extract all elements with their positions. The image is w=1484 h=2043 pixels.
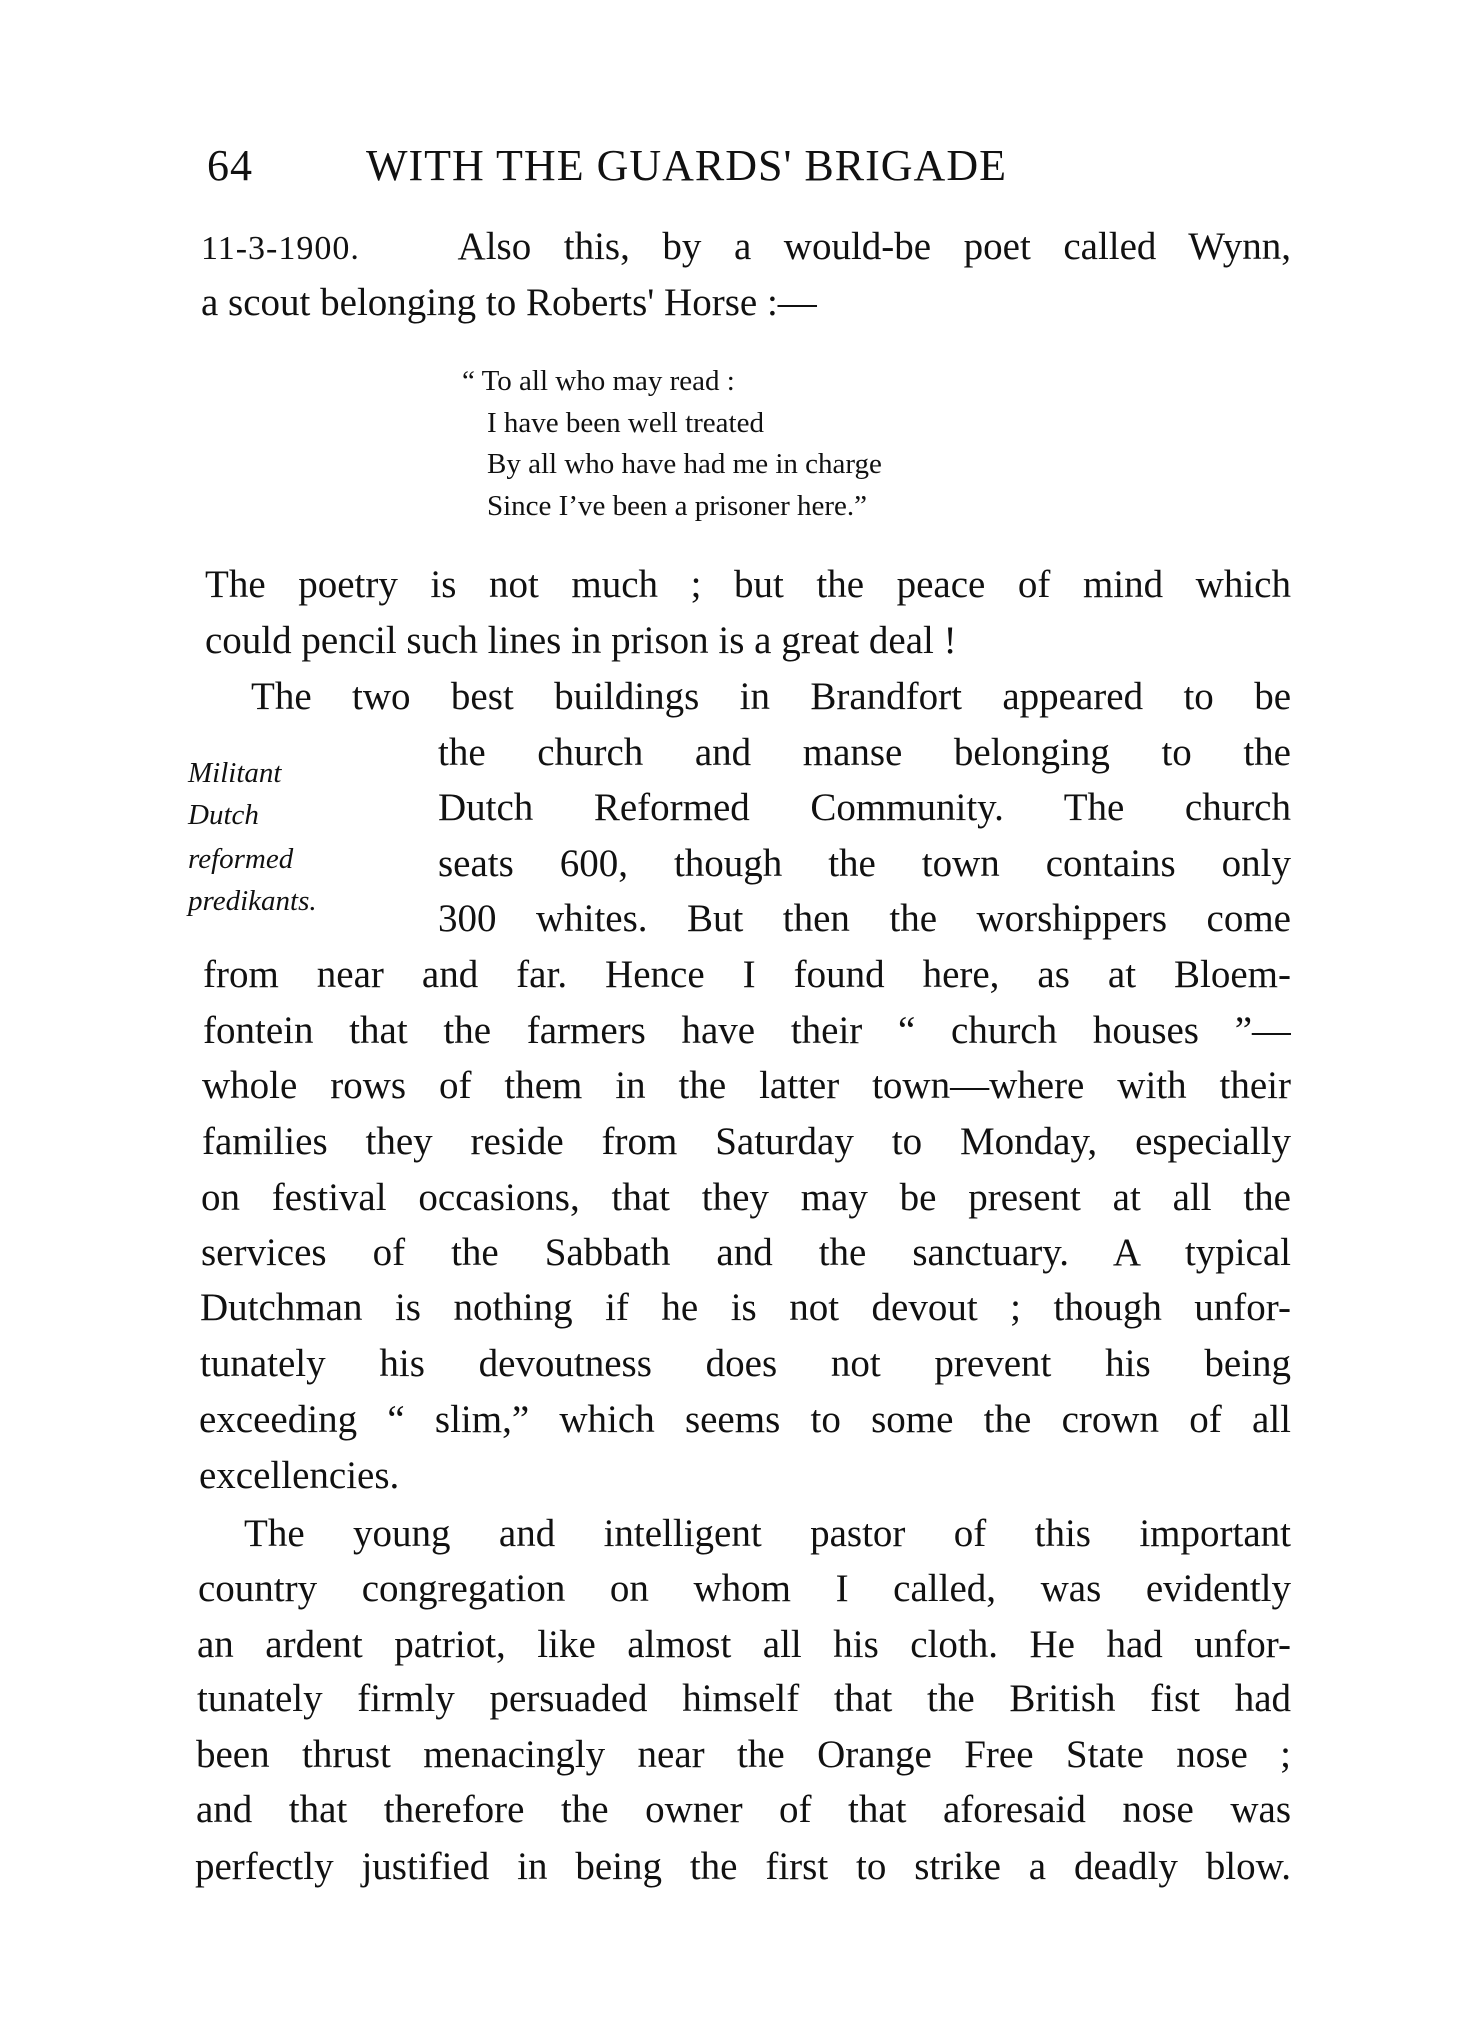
page-number: 64 — [207, 141, 253, 190]
body-line: The young and intelligent pastor of this important — [244, 1512, 1291, 1555]
body-line: The poetry is not much ; but the peace of mind which — [205, 563, 1291, 606]
sidenote-line: predikants. — [188, 885, 317, 917]
date-marginal: 11-3-1900. — [201, 230, 360, 267]
intro-line: a scout belonging to Roberts' Horse :— — [201, 281, 817, 324]
body-line: fontein that the farmers have their “ church houses ”— — [203, 1009, 1291, 1052]
intro-line — [201, 219, 1291, 275]
body-line: Dutchman is nothing if he is not devout ; though unfor- — [200, 1286, 1291, 1329]
sidenote-line: reformed — [188, 843, 294, 875]
body-line: could pencil such lines in prison is a great deal ! — [205, 619, 957, 662]
body-line: exceeding “ slim,” which seems to some the crown of all — [199, 1398, 1291, 1441]
poem-line: I have been well treated — [487, 407, 764, 439]
body-line: tunately his devoutness does not prevent his being — [200, 1342, 1291, 1385]
body-line: on festival occasions, that they may be present at all the — [201, 1176, 1291, 1219]
body-line: whole rows of them in the latter town—where with their — [202, 1064, 1291, 1107]
sidenote-line: Dutch — [188, 799, 259, 831]
body-line: country congregation on whom I called, was evidently — [198, 1567, 1291, 1610]
body-line: and that therefore the owner of that aforesaid nose was — [196, 1788, 1291, 1831]
poem-line: Since I’ve been a prisoner here.” — [487, 490, 868, 522]
body-line: families they reside from Saturday to Monday, especially — [202, 1120, 1291, 1163]
body-line: Dutch Reformed Community. The church — [438, 786, 1291, 829]
body-line: 300 whites. But then the worshippers come — [438, 897, 1291, 940]
body-line: an ardent patriot, like almost all his cloth. He had unfor- — [197, 1623, 1291, 1666]
body-line: from near and far. Hence I found here, as at Bloem- — [203, 953, 1291, 996]
intro-text: Also this, by a would-be poet called Wynn, — [457, 225, 1291, 268]
poem-line: “ To all who may read : — [462, 365, 735, 397]
body-line: excellencies. — [199, 1454, 400, 1497]
body-line: tunately firmly persuaded himself that the British fist had — [197, 1677, 1291, 1720]
body-line: services of the Sabbath and the sanctuary. A typical — [201, 1231, 1291, 1274]
body-line: been thrust menacingly near the Orange Free State nose ; — [196, 1733, 1291, 1776]
body-line: the church and manse belonging to the — [438, 731, 1291, 774]
sidenote-line: Militant — [188, 757, 282, 789]
poem-line: By all who have had me in charge — [487, 448, 882, 480]
running-title: WITH THE GUARDS' BRIGADE — [366, 141, 1007, 190]
body-line: perfectly justified in being the first to strike a deadly blow. — [195, 1845, 1291, 1888]
body-line: The two best buildings in Brandfort appeared to be — [251, 675, 1291, 718]
body-line: seats 600, though the town contains only — [438, 842, 1291, 885]
